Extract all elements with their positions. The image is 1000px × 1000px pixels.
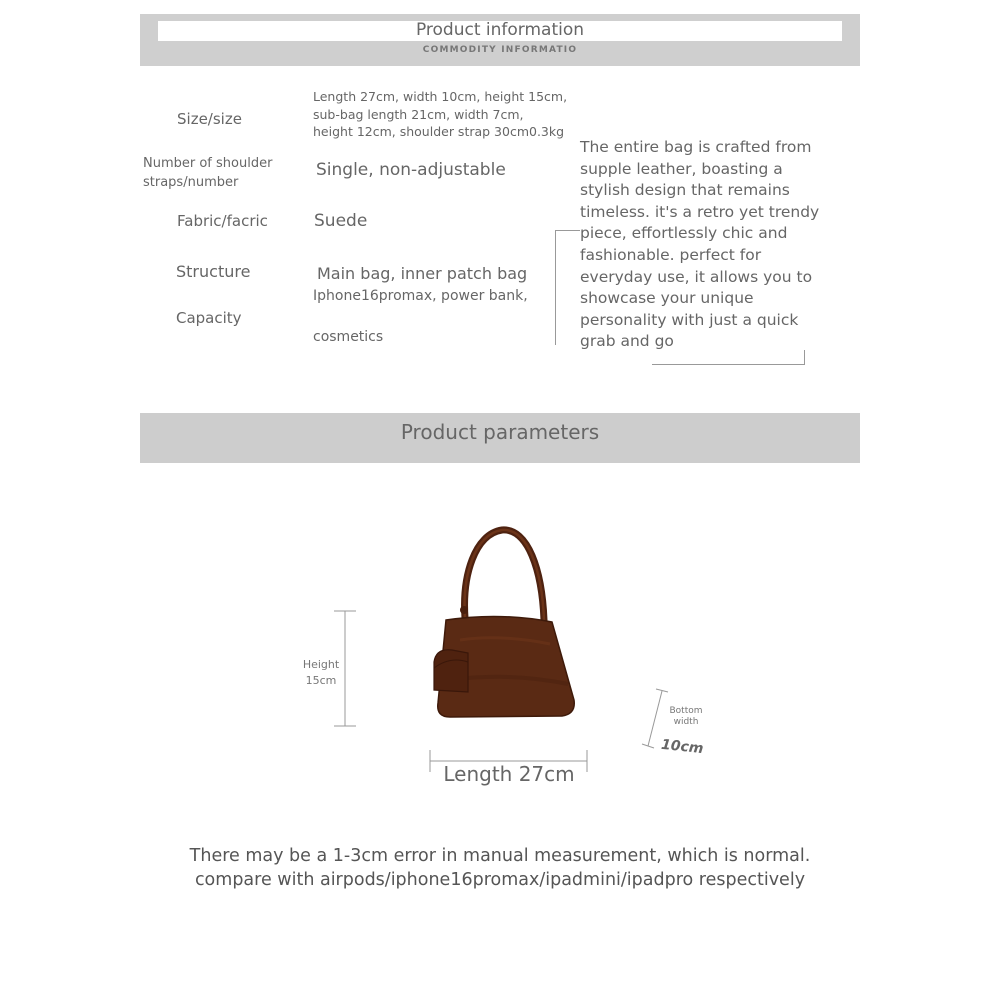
info-subtitle: COMMODITY INFORMATIO (422, 45, 578, 55)
description-bracket-left (555, 230, 580, 345)
structure-label: Structure (176, 262, 251, 281)
capacity-value-2: cosmetics (313, 329, 384, 345)
size-label: Size/size (177, 110, 242, 128)
straps-label: Number of shoulder straps/number (143, 156, 273, 190)
length-measure-label: Length 27cm (443, 762, 575, 786)
height-measure-label: Height 15cm (302, 658, 340, 687)
fabric-label: Fabric/facric (177, 212, 268, 230)
description-bracket-right (652, 350, 805, 365)
capacity-value-1: Iphone16promax, power bank, (313, 288, 528, 304)
parameters-title: Product parameters (400, 420, 600, 444)
structure-value: Main bag, inner patch bag (317, 264, 528, 283)
bag-image (420, 520, 590, 730)
size-value: Length 27cm, width 10cm, height 15cm, sub-bag length 21cm, width 7cm, height 12cm, shoulder strap 30cm0.3kg (313, 89, 568, 139)
bottom-width-label: Bottom width (669, 706, 703, 727)
info-title: Product information (415, 20, 585, 40)
capacity-label: Capacity (176, 309, 242, 327)
product-description: The entire bag is crafted from supple leather, boasting a stylish design that remains timeless. it's a retro yet trendy piece, effortlessly chic and fashionable. perfect for everyday use, it allows you to showcase your unique personality with just a quick grab and go (580, 138, 820, 351)
bottom-width-value: 10cm (660, 736, 705, 758)
fabric-value: Suede (314, 211, 368, 231)
measurement-note: There may be a 1-3cm error in manual measurement, which is normal. compare with airpods/iphone16promax/ipadmini/ipadpro respectively (189, 846, 811, 890)
straps-value: Single, non-adjustable (316, 160, 506, 180)
